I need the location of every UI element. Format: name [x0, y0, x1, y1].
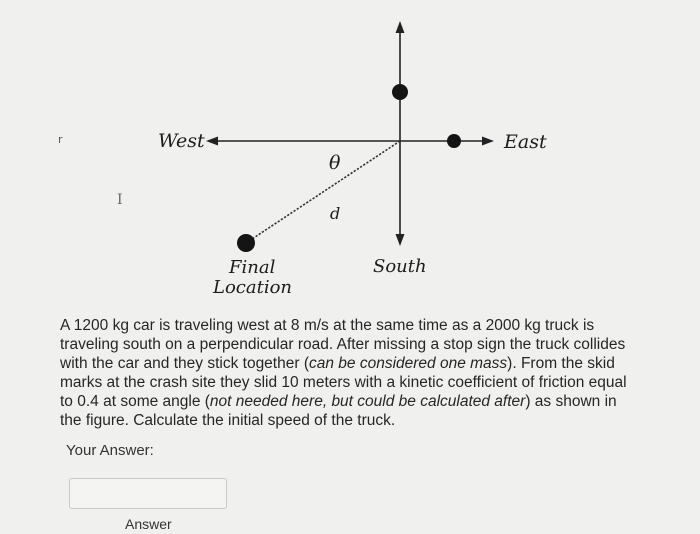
south-label: South — [373, 256, 427, 277]
south-arrowhead — [396, 234, 405, 246]
stray-mark-i: I — [117, 192, 123, 208]
west-arrowhead — [206, 137, 218, 146]
stray-mark-r: r — [58, 133, 63, 146]
north-arrowhead — [396, 21, 405, 33]
your-answer-label: Your Answer: — [66, 442, 154, 459]
answer-caption: Answer — [125, 516, 172, 532]
east-arrowhead — [482, 137, 494, 146]
truck-dot — [392, 84, 408, 100]
theta-label: θ — [329, 152, 341, 174]
east-label: East — [504, 131, 547, 153]
problem-statement — [60, 316, 640, 430]
problem-emphasis-2: not needed here, but could be calculated after — [209, 393, 526, 410]
answer-input[interactable] — [69, 478, 227, 509]
problem-emphasis-1: can be considered one mass — [308, 355, 508, 372]
skid-path — [246, 141, 400, 243]
problem-part-2: ). From the skid marks at the crash site they slid 10 meters with a kinetic coefficient of friction equal to 0.4 at some angle ( — [60, 355, 627, 410]
problem-part-1: A 1200 kg car is traveling west at 8 m/s at the same time as a 2000 kg truck is traveling south on a perpendicular road. After missing a stop sign the truck collides with the car and they stick together ( — [60, 317, 626, 372]
car-dot — [447, 134, 461, 148]
location-label: Location — [213, 277, 293, 298]
d-label: d — [330, 204, 341, 223]
final-label: Final — [229, 257, 276, 278]
final-location-dot — [237, 234, 255, 252]
problem-part-3: ) as shown in the figure. Calculate the initial speed of the truck. — [60, 393, 617, 429]
west-label: West — [158, 130, 205, 152]
